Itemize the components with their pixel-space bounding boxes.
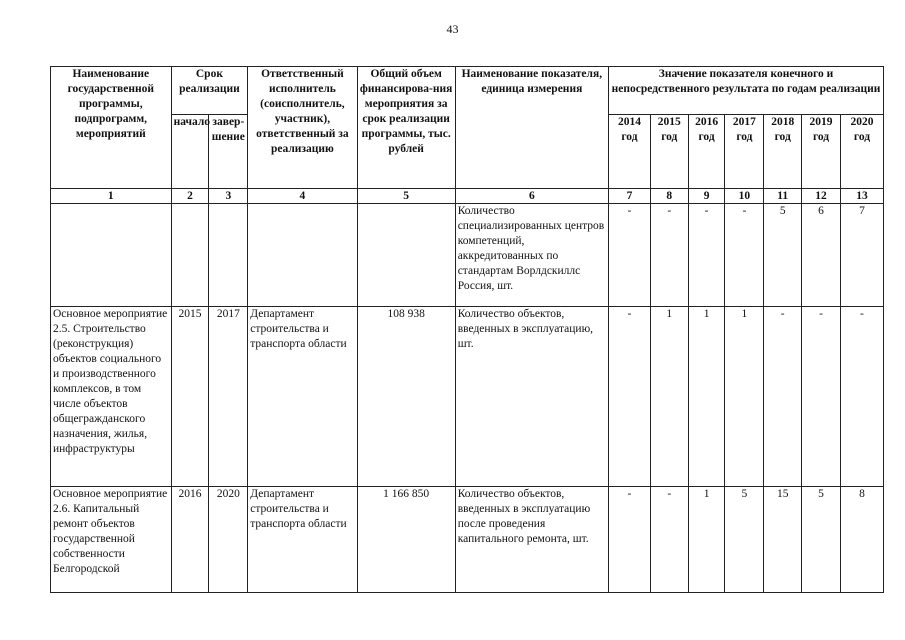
cell-indicator: Количество объектов, введенных в эксплуатацию после проведения капитального ремонта, шт.	[455, 487, 608, 593]
header-year: 2018 год	[764, 115, 802, 189]
cell-name: Основное мероприятие 2.5. Строительство (реконструкция) объектов социального и производственного комплексов, в том числе объектов общегражданского назначения, жилья, инфраструктуры	[51, 307, 172, 487]
cell-value: 1	[725, 307, 764, 487]
cell-value: -	[840, 307, 883, 487]
program-table	[50, 66, 884, 593]
header-values-title: Значение показателя конечного и непосредственного результата по годам реализации	[609, 67, 884, 115]
header-row-1	[51, 67, 884, 115]
cell-end: 2017	[209, 307, 248, 487]
column-number: 4	[248, 189, 357, 204]
cell-value: 1	[688, 487, 725, 593]
table-row	[51, 307, 884, 487]
header-year: 2015 год	[650, 115, 688, 189]
cell-end: 2020	[209, 487, 248, 593]
cell-value: 15	[764, 487, 802, 593]
column-number: 11	[764, 189, 802, 204]
cell-value: 5	[764, 204, 802, 307]
column-number: 8	[650, 189, 688, 204]
cell-start	[171, 204, 209, 307]
cell-value: -	[650, 487, 688, 593]
cell-end	[209, 204, 248, 307]
cell-value: 1	[688, 307, 725, 487]
column-number: 3	[209, 189, 248, 204]
cell-start: 2015	[171, 307, 209, 487]
cell-value: -	[609, 487, 651, 593]
cell-start: 2016	[171, 487, 209, 593]
cell-executor	[248, 204, 357, 307]
column-number: 13	[840, 189, 883, 204]
table-row	[51, 204, 884, 307]
cell-value: -	[688, 204, 725, 307]
header-indicator: Наименование показателя, единица измерения	[455, 67, 608, 189]
cell-executor: Департамент строительства и транспорта области	[248, 487, 357, 593]
page-number: 43	[446, 22, 459, 36]
cell-indicator: Количество объектов, введенных в эксплуатацию, шт.	[455, 307, 608, 487]
cell-value: 7	[840, 204, 883, 307]
header-executor: Ответственный исполнитель (соисполнитель, участник), ответственный за реализацию	[248, 67, 357, 189]
cell-name: Основное мероприятие 2.6. Капитальный ремонт объектов государственной собственности Белгородской	[51, 487, 172, 593]
table-row	[51, 487, 884, 593]
header-year: 2016 год	[688, 115, 725, 189]
cell-value: 1	[650, 307, 688, 487]
column-number-row	[51, 189, 884, 204]
header-year: 2014 год	[609, 115, 651, 189]
cell-value: 8	[840, 487, 883, 593]
cell-indicator: Количество специализированных центров компетенций, аккредитованных по стандартам Ворлдскиллс Россия, шт.	[455, 204, 608, 307]
cell-value: -	[725, 204, 764, 307]
column-number: 2	[171, 189, 209, 204]
cell-value: 5	[725, 487, 764, 593]
cell-value: -	[650, 204, 688, 307]
column-number: 5	[357, 189, 455, 204]
cell-funding	[357, 204, 455, 307]
column-number: 7	[609, 189, 651, 204]
header-period-start: начало	[171, 115, 209, 189]
cell-value: 6	[802, 204, 841, 307]
cell-value: -	[609, 307, 651, 487]
header-name: Наименование государственной программы, подпрограмм, мероприятий	[51, 67, 172, 189]
cell-funding: 108 938	[357, 307, 455, 487]
cell-funding: 1 166 850	[357, 487, 455, 593]
cell-name	[51, 204, 172, 307]
column-number: 10	[725, 189, 764, 204]
column-number: 12	[802, 189, 841, 204]
column-number: 9	[688, 189, 725, 204]
cell-value: -	[764, 307, 802, 487]
header-year: 2019 год	[802, 115, 841, 189]
column-number: 6	[455, 189, 608, 204]
header-year: 2020 год	[840, 115, 883, 189]
header-period: Срок реализации	[171, 67, 248, 115]
cell-value: -	[802, 307, 841, 487]
cell-value: -	[609, 204, 651, 307]
column-number: 1	[51, 189, 172, 204]
header-funding: Общий объем финансирова-ния мероприятия за срок реализации программы, тыс. рублей	[357, 67, 455, 189]
header-period-end: завер-шение	[209, 115, 248, 189]
cell-value: 5	[802, 487, 841, 593]
cell-executor: Департамент строительства и транспорта области	[248, 307, 357, 487]
header-year: 2017 год	[725, 115, 764, 189]
